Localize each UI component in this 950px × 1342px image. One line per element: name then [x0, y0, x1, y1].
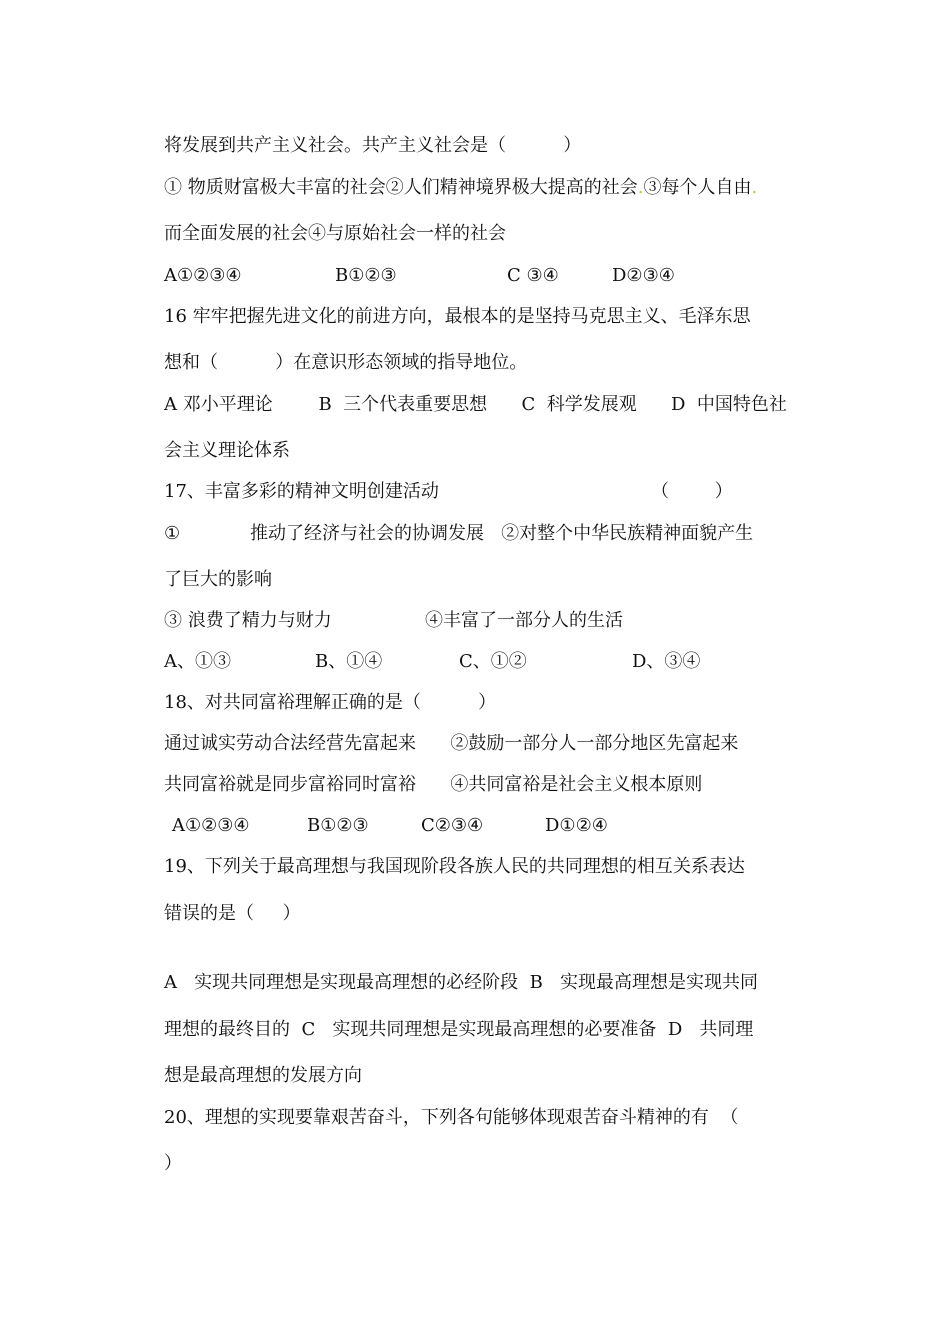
q20-stem-line-1: 20、理想的实现要靠艰苦奋斗，下列各句能够体现艰苦奋斗精神的有 （ — [164, 1107, 739, 1128]
q16-options-line-2: 会主义理论体系 — [164, 440, 290, 461]
q17-stem: 17、丰富多彩的精神文明创建活动 — [164, 481, 439, 502]
q17-choices-line-1: 推动了经济与社会的协调发展 ②对整个中华民族精神面貌产生 — [250, 523, 754, 544]
q17-option-d: D、③④ — [632, 651, 701, 672]
q17-answer-paren: （ ） — [651, 481, 733, 502]
q18-choices-line-2: 共同富裕就是同步富裕同时富裕 ④共同富裕是社会主义根本原则 — [164, 774, 703, 795]
q15-choices-line-1: ① 物质财富极大丰富的社会②人们精神境界极大提高的社会.③每个人自由. — [164, 177, 758, 198]
q17-choice-1-marker: ① — [164, 523, 181, 544]
q16-options-line: A 邓小平理论 B 三个代表重要思想 C 科学发展观 D 中国特色社 — [164, 394, 787, 415]
q15-option-b: B①②③ — [335, 265, 397, 286]
q15-choices-line-2: 而全面发展的社会④与原始社会一样的社会 — [164, 223, 506, 244]
q15-option-a: A①②③④ — [164, 265, 242, 286]
dot-mark: . — [637, 177, 644, 198]
q17-choice-4: ④丰富了一部分人的生活 — [425, 610, 623, 631]
dot-mark: . — [751, 177, 758, 198]
q15-stem: 将发展到共产主义社会。共产主义社会是（ ） — [164, 135, 582, 156]
q15-option-c: C ③④ — [507, 265, 559, 286]
q16-stem-line-2: 想和（ ）在意识形态领域的指导地位。 — [164, 352, 528, 373]
q18-option-d: D①②④ — [545, 815, 608, 836]
q17-option-c: C、①② — [459, 651, 527, 672]
q17-option-a: A、①③ — [164, 651, 231, 672]
q17-choices-line-2: 了巨大的影响 — [164, 569, 272, 590]
q18-option-a: A①②③④ — [172, 815, 250, 836]
q19-options-line-3: 想是最高理想的发展方向 — [164, 1065, 362, 1086]
q18-option-c: C②③④ — [421, 815, 484, 836]
q19-stem-line-2: 错误的是（ ） — [164, 903, 301, 924]
q15-option-d: D②③④ — [612, 265, 675, 286]
q17-option-b: B、①④ — [315, 651, 383, 672]
q17-choice-3: ③ 浪费了精力与财力 — [164, 610, 332, 631]
q19-stem-line-1: 19、下列关于最高理想与我国现阶段各族人民的共同理想的相互关系表达 — [164, 856, 745, 877]
q18-choices-line-1: 通过诚实劳动合法经营先富起来 ②鼓励一部分人一部分地区先富起来 — [164, 733, 739, 754]
q18-option-b: B①②③ — [307, 815, 369, 836]
q20-stem-line-2: ） — [164, 1153, 182, 1174]
q19-options-line-2: 理想的最终目的 C 实现共同理想是实现最高理想的必要准备 D 共同理 — [164, 1019, 754, 1040]
q19-options-line-1: A 实现共同理想是实现最高理想的必经阶段 B 实现最高理想是实现共同 — [164, 972, 758, 993]
q16-stem-line-1: 16 牢牢把握先进文化的前进方向，最根本的是坚持马克思主义、毛泽东思 — [164, 306, 751, 327]
q18-stem: 18、对共同富裕理解正确的是（ ） — [164, 692, 497, 713]
